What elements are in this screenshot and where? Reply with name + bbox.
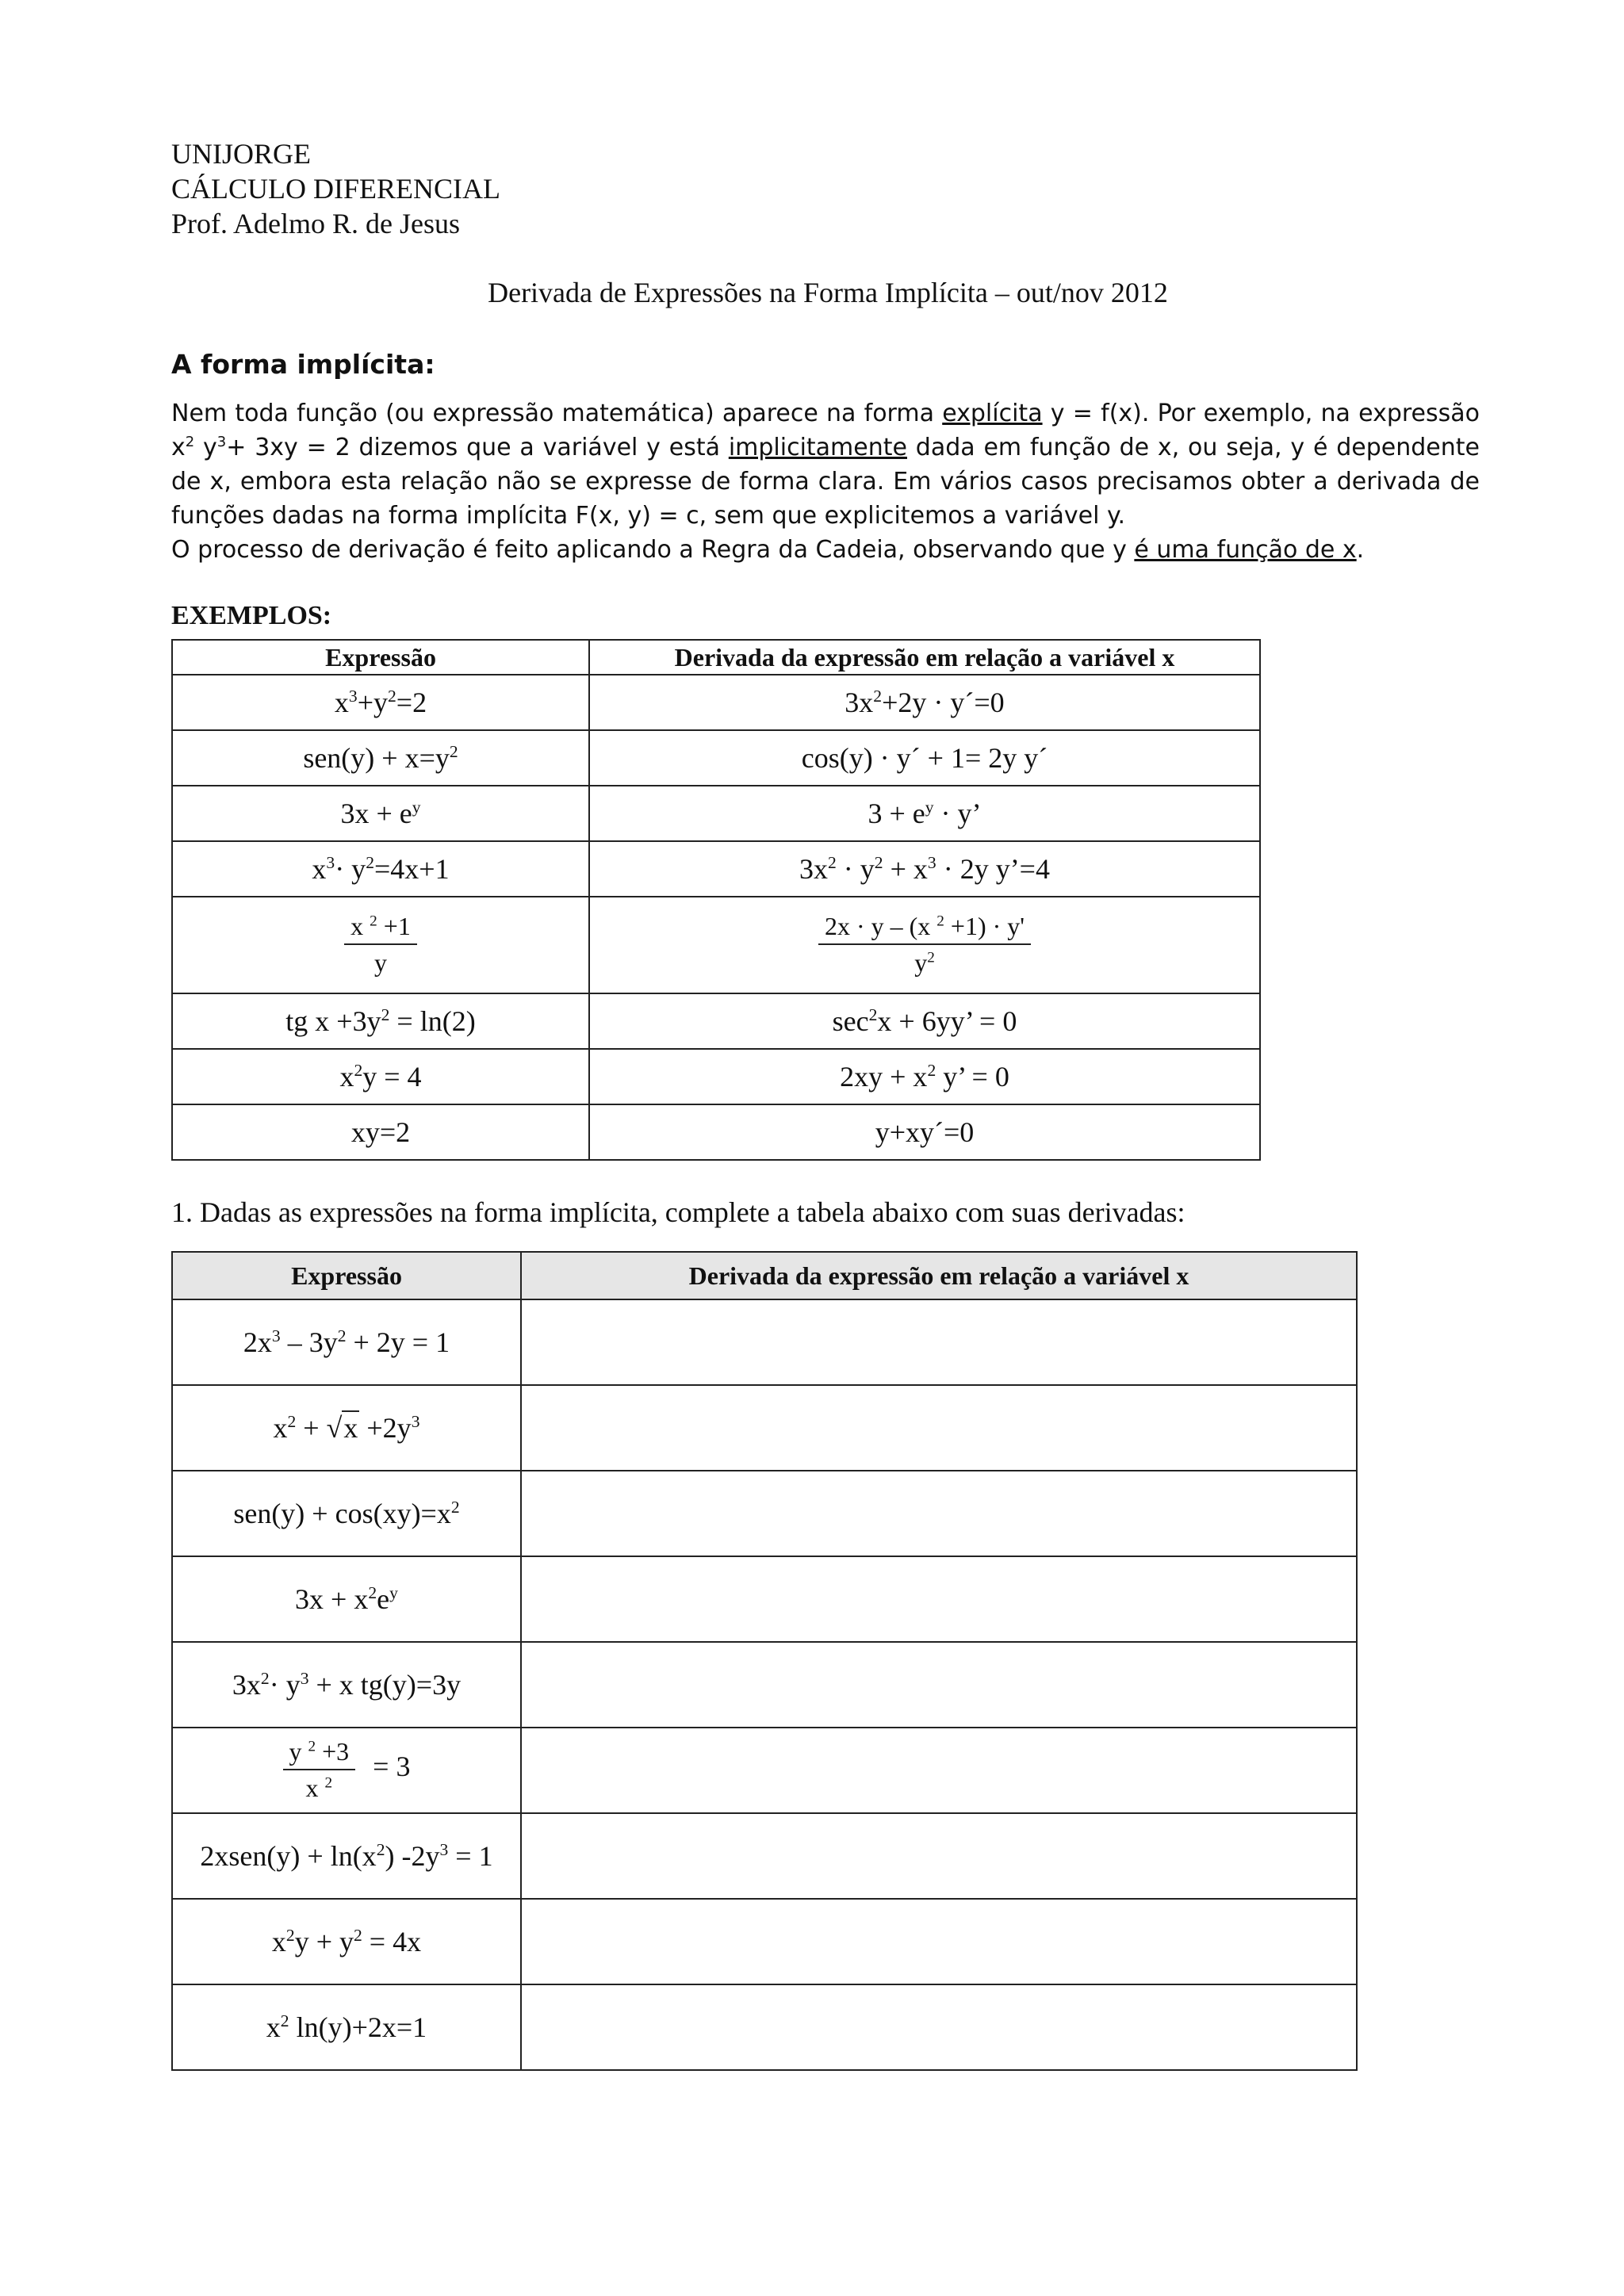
table-row (172, 993, 1260, 1049)
answer-cell[interactable] (521, 1642, 1357, 1728)
answer-cell[interactable] (521, 1813, 1357, 1899)
table-row (172, 897, 1260, 993)
exercise-table (171, 1251, 1358, 2071)
institution-name: UNIJORGE (171, 138, 311, 170)
column-header-derivative: Derivada da expressão em relação a variável x (521, 1252, 1357, 1299)
table-row (172, 1728, 1357, 1813)
implicit-term: implicitamente (728, 434, 907, 461)
expression-cell: $x^3\cdot y^2=4x+1$ (172, 841, 589, 897)
table-row (172, 1556, 1357, 1642)
table-row (172, 1642, 1357, 1728)
answer-cell[interactable] (521, 1984, 1357, 2070)
table-row (172, 1899, 1357, 1984)
column-header-expression: Expressão (172, 640, 589, 675)
derivative-cell: $3 + e^y \cdot y$’ (589, 786, 1260, 841)
function-of-x-term: é uma função de x (1134, 536, 1357, 564)
expression-cell: $x^2 + √x +2y^3$ (172, 1385, 521, 1471)
intro-text (171, 396, 1480, 567)
table-row (172, 841, 1260, 897)
derivative-cell: y+xy´=0 (589, 1104, 1260, 1160)
answer-cell[interactable] (521, 1299, 1357, 1385)
expression-cell: $x^3+y^2=2$ (172, 675, 589, 730)
intro-paragraph-1: Nem toda função (ou expressão matemática) aparece na forma explícita y = f(x). Por exemplo, na expressão $x^2$ $y^3+ 3xy = 2$ dizemos que a variável y está implicitamente dada em função de x, ou seja, y é dependente de x, embora esta relação não se expresse de forma clara. Em vários casos precisamos obter a derivada de funções dadas na forma implícita F(x, y) = c, sem que explicitemos a variável y. (171, 400, 1480, 530)
column-header-expression: Expressão (172, 1252, 521, 1299)
table-header-row (172, 1252, 1357, 1299)
table-row (172, 1471, 1357, 1556)
derivative-cell: $3x^2 \cdot y^2 + x^3 \cdot 2y$ y’=4 (589, 841, 1260, 897)
expression-cell: $sen(y) + \cos(xy)=x^2$ (172, 1471, 521, 1556)
examples-heading: EXEMPLOS: (171, 601, 332, 630)
fraction: $\frac{2x \cdot y - (x ^2 +1) \cdot y'}{y^2}$ (818, 913, 1031, 976)
fraction: $\frac{y ^2 +3}{x ^2}$ (283, 1739, 356, 1801)
expression-cell (172, 897, 589, 993)
table-row (172, 1104, 1260, 1160)
expression-cell: $3x + e^y$ (172, 786, 589, 841)
expression-cell: $\frac{y ^2 +3}{x ^2}$ = 3 (172, 1728, 521, 1813)
expression-cell: $sen(y) + x=y^2$ (172, 730, 589, 786)
expression-cell: $x^2y = 4$ (172, 1049, 589, 1104)
answer-cell[interactable] (521, 1556, 1357, 1642)
derivative-cell: $3x^2+2y$ · y´=0 (589, 675, 1260, 730)
expression-cell: $x^2y + y^2 = 4x$ (172, 1899, 521, 1984)
derivative-cell (589, 897, 1260, 993)
table-row (172, 1984, 1357, 2070)
fraction: $\frac{x ^2 +1}{y}$ (344, 913, 417, 976)
exercise-instruction: 1. Dadas as expressões na forma implícita, complete a tabela abaixo com suas derivadas: (171, 1196, 1185, 1228)
expression-cell: xy=2 (172, 1104, 589, 1160)
derivative-cell: cos(y) · y´ + 1= 2y y´ (589, 730, 1260, 786)
professor-name: Prof. Adelmo R. de Jesus (171, 208, 460, 239)
square-root: √x (326, 1412, 358, 1444)
table-row (172, 1049, 1260, 1104)
expression-cell: $3x^2\cdot y^3 + x$ tg(y)=3y (172, 1642, 521, 1728)
expression-cell: $2x^3 - 3y^2 + 2y = 1$ (172, 1299, 521, 1385)
intro-paragraph-2: O processo de derivação é feito aplicando a Regra da Cadeia, observando que y é uma função de x. (171, 536, 1365, 564)
expression-cell: 2xsen(y) + $\ln(x^2) -2y^3 = 1$ (172, 1813, 521, 1899)
column-header-derivative: Derivada da expressão em relação a variável x (589, 640, 1260, 675)
table-row (172, 1385, 1357, 1471)
expression-cell: $3x + x^2e^y$ (172, 1556, 521, 1642)
table-row (172, 1299, 1357, 1385)
expression-cell: tg $x +3y^2 = \ln(2)$ (172, 993, 589, 1049)
course-name: CÁLCULO DIFERENCIAL (171, 173, 500, 205)
table-row (172, 730, 1260, 786)
answer-cell[interactable] (521, 1385, 1357, 1471)
derivative-cell: $2xy + x^2$ y’ = 0 (589, 1049, 1260, 1104)
expression-cell: $x^2$ ln(y)+2x=1 (172, 1984, 521, 2070)
answer-cell[interactable] (521, 1728, 1357, 1813)
document-title: Derivada de Expressões na Forma Implícita – out/nov 2012 (488, 277, 1168, 308)
table-row (172, 1813, 1357, 1899)
table-row (172, 786, 1260, 841)
answer-cell[interactable] (521, 1899, 1357, 1984)
derivative-cell: $\sec^2x + 6yy$’ = 0 (589, 993, 1260, 1049)
document-header (171, 136, 500, 241)
examples-table (171, 639, 1261, 1161)
table-row (172, 675, 1260, 730)
table-header-row (172, 640, 1260, 675)
answer-cell[interactable] (521, 1471, 1357, 1556)
section-heading: A forma implícita: (171, 349, 435, 380)
explicit-term: explícita (942, 400, 1043, 427)
